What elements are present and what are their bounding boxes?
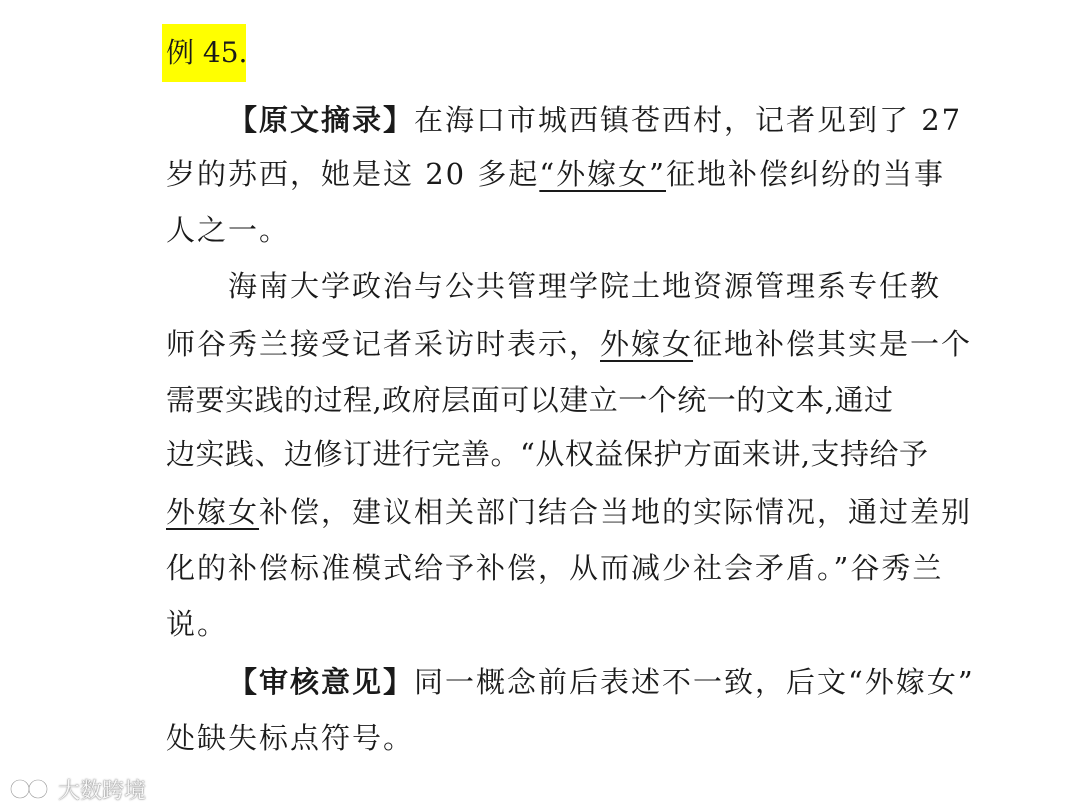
underlined-term: 外嫁女	[600, 327, 694, 361]
paragraph-line-5	[166, 492, 972, 532]
paragraph-text: 征地补偿其实是一个	[693, 327, 973, 361]
review-line-2: 处缺失标点符号。	[166, 721, 415, 755]
paragraph-text: 师谷秀兰接受记者采访时表示，	[166, 327, 601, 361]
paragraph-text: 补偿，建议相关部门结合当地的实际情况，通过差别	[259, 495, 973, 529]
underlined-term: “外嫁女”	[539, 157, 666, 191]
excerpt-line-2	[166, 154, 945, 194]
underlined-term: 外嫁女	[166, 495, 260, 529]
paragraph-line-2	[166, 324, 972, 364]
paragraph-line-3: 需要实践的过程,政府层面可以建立一个统一的文本,通过	[166, 383, 894, 417]
excerpt-text: 岁的苏西，她是这 20 多起	[166, 157, 540, 191]
review-heading: 【审核意见】	[228, 665, 415, 699]
review-line-1	[228, 662, 975, 702]
watermark-text: 大数跨境	[58, 778, 147, 804]
excerpt-line-1	[228, 100, 962, 140]
example-number-label: 例 45.	[162, 24, 246, 82]
paragraph-line-7: 说。	[166, 607, 229, 641]
watermark	[8, 772, 146, 806]
excerpt-line-3: 人之一。	[166, 213, 291, 247]
paragraph-line-6: 化的补偿标准模式给予补偿，从而减少社会矛盾。”谷秀兰	[166, 551, 944, 585]
paragraph-line-1: 海南大学政治与公共管理学院土地资源管理系专任教	[228, 269, 942, 303]
review-text: 同一概念前后表述不一致，后文“外嫁女”	[414, 665, 975, 699]
excerpt-heading: 【原文摘录】	[228, 103, 415, 137]
watermark-logo-icon	[8, 774, 52, 804]
paragraph-line-4: 边实践、边修订进行完善。“从权益保护方面来讲,支持给予	[166, 437, 929, 471]
excerpt-text: 征地补偿纠纷的当事	[666, 157, 946, 191]
excerpt-text: 在海口市城西镇苍西村，记者见到了 27	[414, 103, 963, 137]
